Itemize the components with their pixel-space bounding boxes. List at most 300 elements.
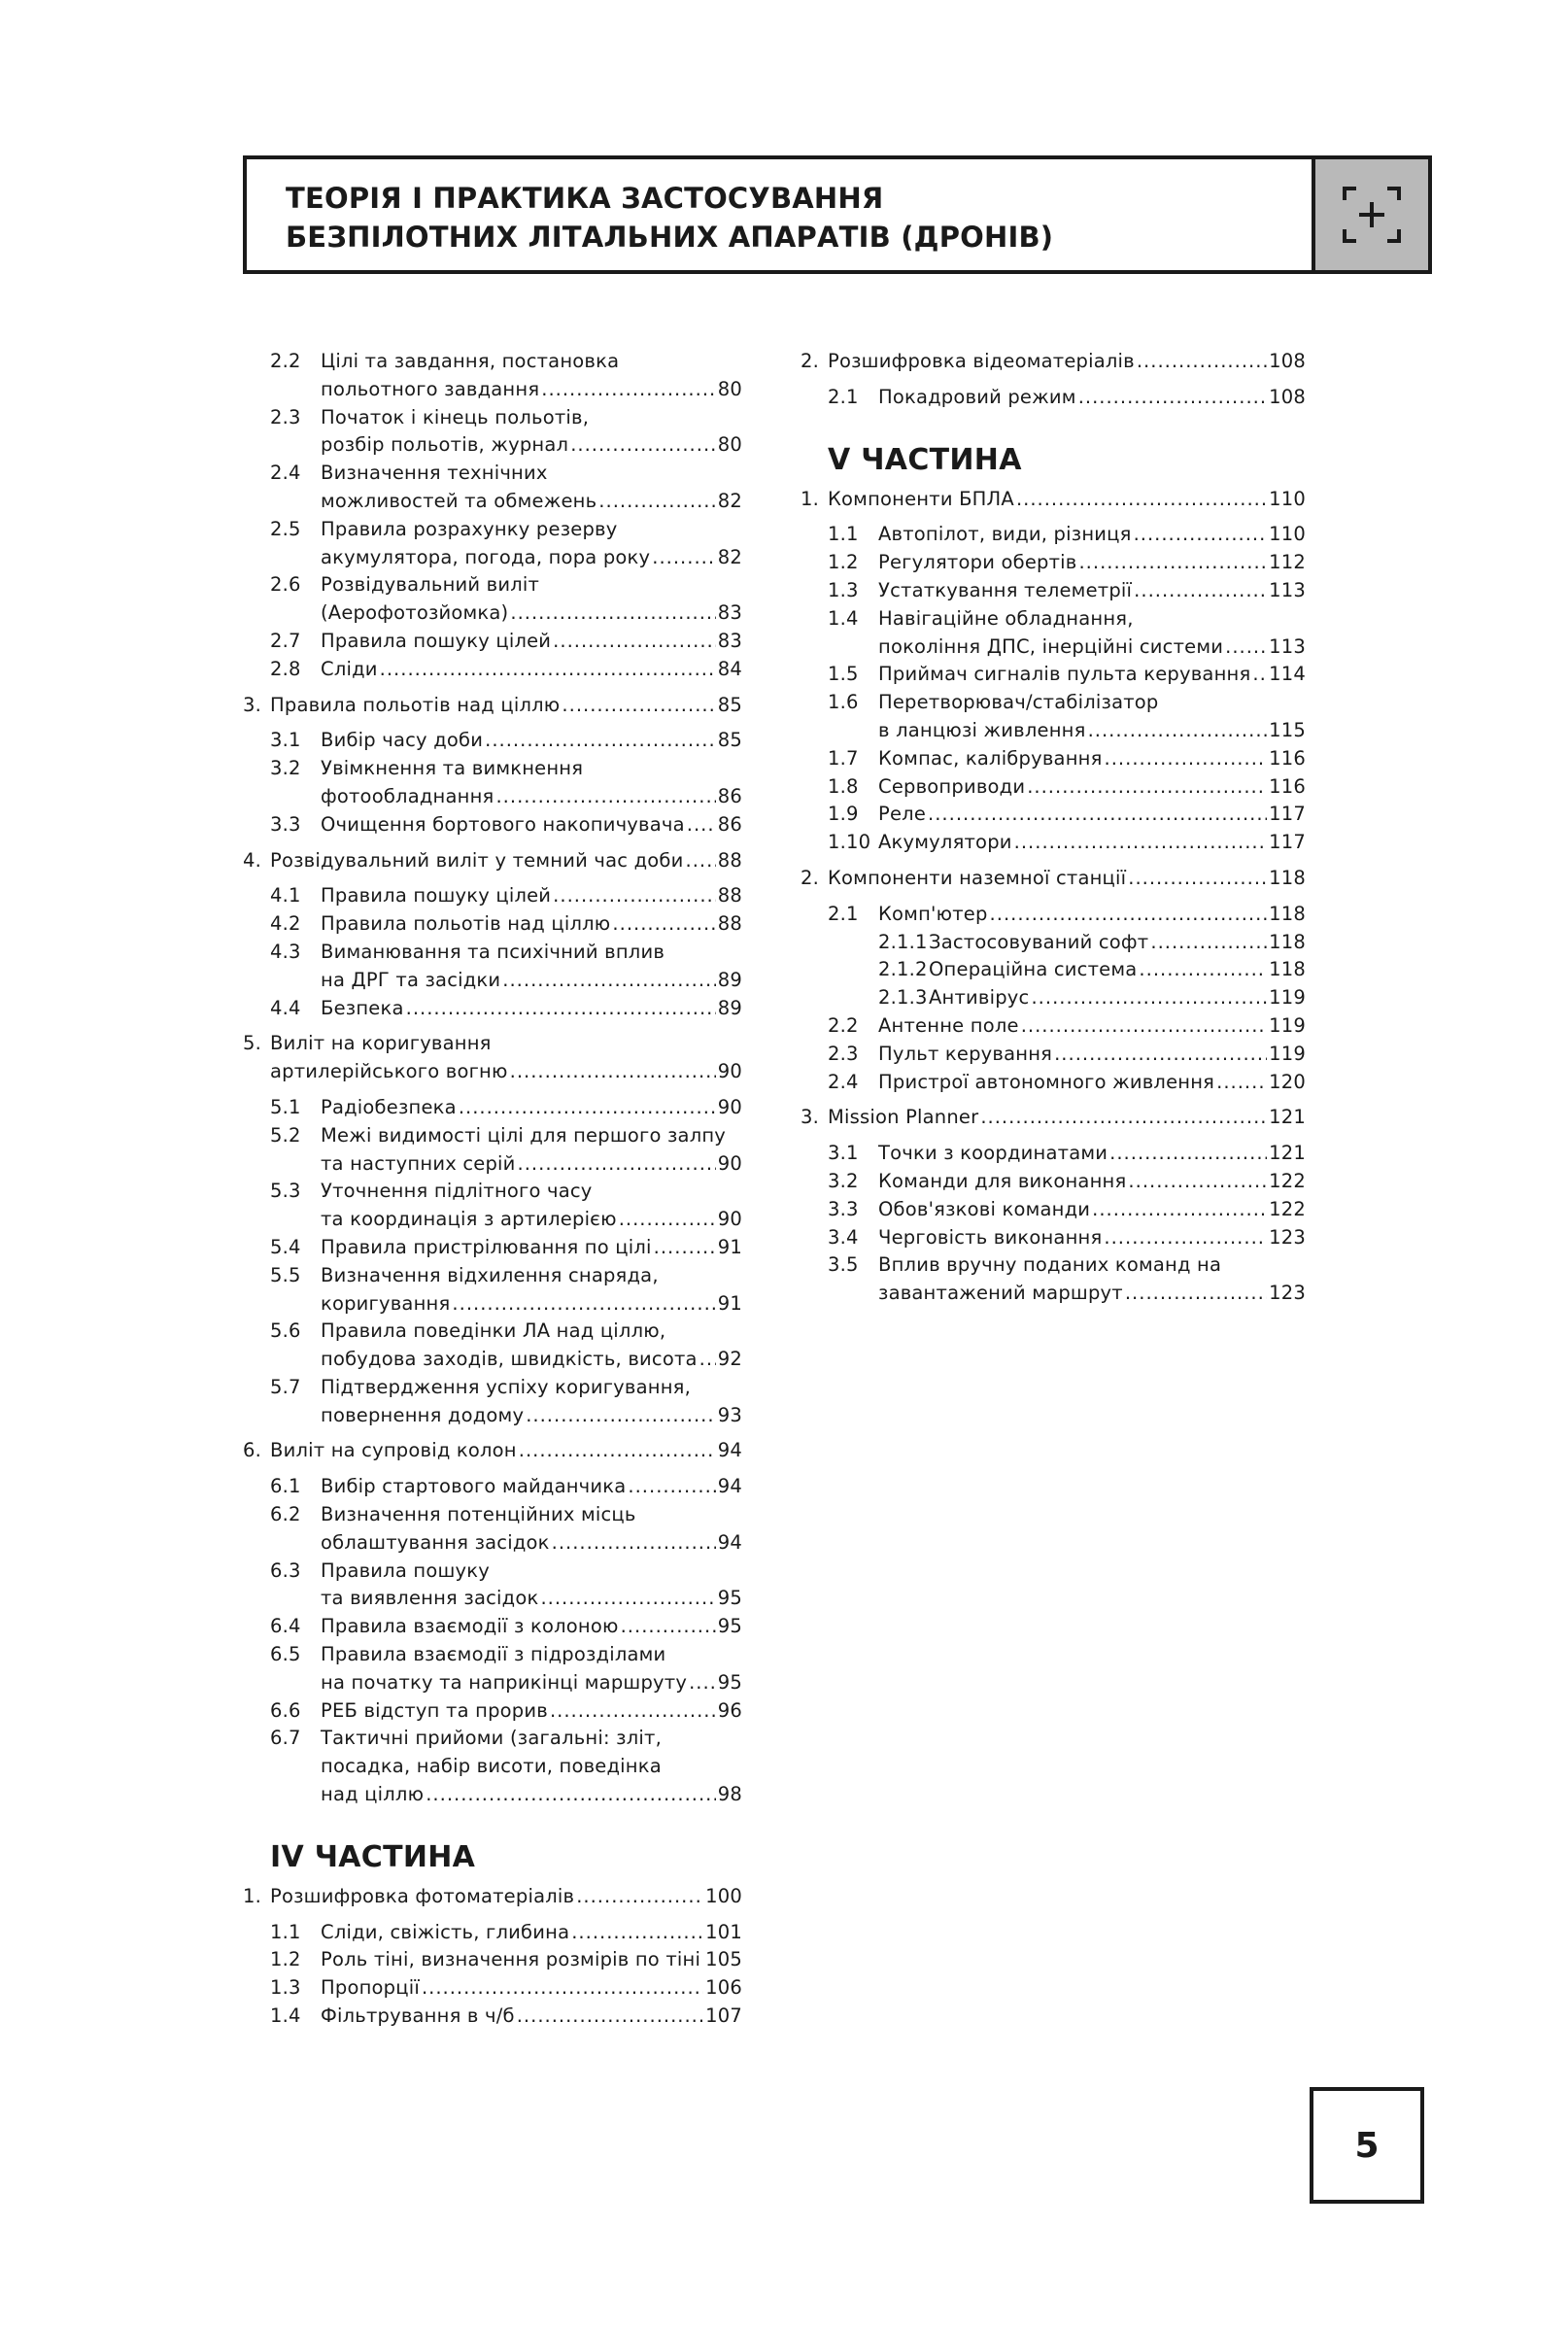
- toc-entry-line: [243, 1781, 742, 1809]
- toc-entry[interactable]: [243, 1473, 742, 1501]
- toc-entry-number: 2.2: [270, 350, 301, 372]
- spacer: [243, 1911, 742, 1919]
- dot-leader: [1109, 1140, 1267, 1168]
- toc-entry-number: 6.2: [270, 1503, 301, 1526]
- toc-entry[interactable]: [243, 656, 742, 684]
- dot-leader: [1150, 929, 1267, 957]
- toc-entry-line: [801, 865, 1306, 893]
- toc-entry-title: (Аерофотозйомка): [321, 601, 509, 625]
- toc-entry[interactable]: [243, 1613, 742, 1641]
- toc-entry[interactable]: [801, 661, 1306, 689]
- toc-entry-line: [243, 1883, 742, 1911]
- toc-entry[interactable]: [801, 745, 1306, 773]
- toc-entry-body: [878, 745, 1306, 773]
- dot-leader: [621, 1613, 716, 1641]
- toc-entry[interactable]: [243, 755, 742, 811]
- toc-entry[interactable]: [243, 1178, 742, 1234]
- toc-entry-line: [243, 811, 742, 839]
- toc-entry-body: [321, 571, 742, 599]
- toc-entry-body: [878, 1168, 1306, 1196]
- toc-entry-body: [878, 801, 1306, 829]
- toc-entry-line: [801, 717, 1306, 745]
- toc-entry-body: [321, 431, 742, 460]
- toc-entry-title: Розвідувальний виліт у темний час доби: [270, 848, 684, 872]
- toc-entry-page: 119: [1269, 1013, 1306, 1037]
- dot-leader: [628, 1473, 715, 1501]
- toc-entry-page: 96: [717, 1698, 742, 1722]
- toc-entry[interactable]: [801, 605, 1306, 662]
- toc-entry-line: [801, 549, 1306, 577]
- toc-entry-line: [801, 773, 1306, 802]
- toc-entry[interactable]: [243, 811, 742, 839]
- toc-entry-page: 121: [1269, 1142, 1306, 1165]
- toc-entry[interactable]: [801, 929, 1306, 957]
- toc-entry-line: [801, 348, 1306, 376]
- toc-entry[interactable]: [243, 1030, 742, 1086]
- toc-entry-number: 1.8: [828, 774, 859, 798]
- book-title: [286, 179, 1053, 257]
- toc-entry-title: Визначення відхилення снаряда,: [321, 1263, 659, 1286]
- dot-leader: [687, 811, 716, 839]
- toc-entry-page: 107: [705, 2004, 742, 2028]
- toc-entry[interactable]: [801, 1069, 1306, 1097]
- toc-entry-page: 95: [717, 1587, 742, 1610]
- toc-entry-title: Правила взаємодії з підрозділами: [321, 1643, 666, 1666]
- dot-leader: [1105, 745, 1268, 773]
- toc-entry[interactable]: [243, 1919, 742, 1947]
- toc-entry-title: Реле: [878, 803, 927, 826]
- toc-entry-line: [243, 847, 742, 875]
- toc-entry-body: [321, 1402, 742, 1430]
- toc-entry-number: 6.3: [270, 1558, 301, 1582]
- toc-entry-title: артилерійського вогню: [270, 1060, 508, 1083]
- dot-leader: [1092, 1196, 1267, 1224]
- toc-entry-line: [243, 1402, 742, 1430]
- toc-entry-body: [321, 1346, 742, 1374]
- toc-entry[interactable]: [801, 577, 1306, 605]
- toc-entry-number: 5.4: [270, 1235, 301, 1258]
- toc-entry-line: [243, 544, 742, 572]
- toc-entry-body: [878, 634, 1306, 662]
- toc-entry[interactable]: [801, 773, 1306, 802]
- toc-entry-line: [243, 431, 742, 460]
- spacer: [243, 874, 742, 882]
- toc-entry-body: [828, 865, 1306, 893]
- toc-entry-title: Пристрої автономного живлення: [878, 1070, 1215, 1093]
- toc-entry-line: [243, 571, 742, 599]
- toc-entry-number: 1.: [243, 1884, 262, 1907]
- toc-entry[interactable]: [801, 1041, 1306, 1069]
- toc-entry-number: 2.4: [270, 462, 301, 485]
- toc-entry[interactable]: [243, 1974, 742, 2003]
- toc-entry-number: 2.1.3: [878, 986, 928, 1010]
- toc-entry-title: Точки з координатами: [878, 1142, 1108, 1165]
- dot-leader: [406, 995, 716, 1023]
- dot-leader: [485, 727, 716, 755]
- toc-entry-number: 1.9: [828, 803, 859, 826]
- toc-entry-body: [321, 376, 742, 404]
- toc-entry-body: [878, 1251, 1306, 1280]
- dot-leader: [1137, 348, 1267, 376]
- dot-leader: [517, 2003, 703, 2031]
- toc-entry-number: 4.: [243, 848, 262, 872]
- toc-entry-line: [801, 929, 1306, 957]
- toc-entry[interactable]: [243, 628, 742, 656]
- toc-entry-title: побудова заходів, швидкість, висота: [321, 1348, 698, 1371]
- toc-entry-line: [801, 1168, 1306, 1196]
- toc-entry-body: [321, 516, 742, 544]
- spacer: [801, 513, 1306, 521]
- toc-entry-line: [243, 1346, 742, 1374]
- toc-entry[interactable]: [801, 801, 1306, 829]
- toc-entry[interactable]: [243, 1437, 742, 1465]
- toc-entry-number: 6.5: [270, 1643, 301, 1666]
- dot-leader: [702, 1946, 703, 1974]
- toc-entry-body: [321, 1725, 742, 1753]
- toc-entry[interactable]: [243, 939, 742, 995]
- dot-leader: [518, 1150, 716, 1179]
- spacer: [243, 1429, 742, 1437]
- toc-entry-number: 2.3: [270, 405, 301, 428]
- toc-entry-body: [321, 910, 742, 939]
- toc-entry-body: [321, 1374, 742, 1402]
- toc-entry-title: Радіобезпека: [321, 1095, 457, 1118]
- toc-entry[interactable]: [801, 1196, 1306, 1224]
- dot-leader: [550, 1697, 716, 1726]
- toc-entry[interactable]: [801, 1224, 1306, 1252]
- toc-entry-body: [929, 956, 1306, 984]
- toc-entry-line: [243, 1122, 742, 1150]
- toc-entry-line: [243, 404, 742, 432]
- toc-entry-body: [878, 605, 1306, 634]
- dot-leader: [452, 1290, 715, 1319]
- toc-entry-body: [321, 1178, 742, 1206]
- toc-entry-page: 114: [1269, 663, 1306, 686]
- toc-entry[interactable]: [243, 1725, 742, 1808]
- toc-entry-page: 121: [1269, 1106, 1306, 1129]
- toc-entry-page: 86: [717, 812, 742, 836]
- toc-entry[interactable]: [243, 1234, 742, 1262]
- toc-entry[interactable]: [243, 1697, 742, 1726]
- toc-entry[interactable]: [801, 1104, 1306, 1132]
- dot-leader: [1088, 717, 1268, 745]
- toc-entry-line: [801, 801, 1306, 829]
- spacer: [243, 1809, 742, 1838]
- toc-entry-page: 118: [1269, 930, 1306, 953]
- toc-entry[interactable]: [243, 1558, 742, 1614]
- toc-entry-page: 98: [717, 1783, 742, 1806]
- dot-leader: [1139, 956, 1267, 984]
- toc-entry-page: 100: [705, 1884, 742, 1907]
- toc-entry-number: 3.2: [828, 1169, 859, 1192]
- toc-entry-number: 2.4: [828, 1070, 859, 1093]
- toc-entry-line: [243, 1529, 742, 1558]
- spacer: [243, 839, 742, 847]
- toc-entry-number: 2.2: [828, 1013, 859, 1037]
- dot-leader: [540, 1585, 715, 1613]
- toc-entry-line: [243, 1206, 742, 1234]
- toc-entry-number: 4.2: [270, 912, 301, 936]
- toc-entry-title: Визначення технічних: [321, 462, 548, 485]
- toc-entry-number: 6.4: [270, 1615, 301, 1638]
- toc-entry[interactable]: [243, 1501, 742, 1558]
- toc-entry[interactable]: [243, 1318, 742, 1374]
- toc-entry[interactable]: [243, 1122, 742, 1179]
- toc-entry-page: 94: [717, 1530, 742, 1554]
- toc-entry-page: 91: [717, 1291, 742, 1315]
- toc-entry-body: [321, 544, 742, 572]
- dot-leader: [422, 1974, 703, 2003]
- toc-entry-body: [828, 486, 1306, 514]
- dot-leader: [570, 431, 716, 460]
- toc-entry-title: Вибір стартового майданчика: [321, 1475, 627, 1498]
- toc-entry[interactable]: [243, 910, 742, 939]
- toc-entry-body: [270, 847, 742, 875]
- toc-entry-number: 1.1: [828, 523, 859, 546]
- toc-entry-title: Вибір часу доби: [321, 729, 484, 752]
- toc-entry-number: 2.1: [828, 902, 859, 925]
- spacer: [801, 857, 1306, 865]
- dot-leader: [1027, 773, 1267, 802]
- toc-entry-number: 5.7: [270, 1375, 301, 1398]
- dot-leader: [1104, 1224, 1267, 1252]
- toc-entry-body: [270, 692, 742, 720]
- toc-entry-title: РЕБ відступ та прорив: [321, 1698, 548, 1722]
- toc-entry[interactable]: [801, 1140, 1306, 1168]
- toc-entry[interactable]: [243, 692, 742, 720]
- toc-entry[interactable]: [801, 384, 1306, 412]
- toc-entry-title: Застосовуваний софт: [929, 930, 1149, 953]
- toc-entry[interactable]: [801, 549, 1306, 577]
- toc-entry-page: 82: [717, 545, 742, 568]
- toc-entry-body: [321, 1974, 742, 2003]
- toc-entry[interactable]: [801, 348, 1306, 376]
- toc-entry-title: на ДРГ та засідки: [321, 968, 501, 991]
- toc-entry-number: 1.2: [270, 1948, 301, 1971]
- toc-entry-title: Сліди: [321, 657, 378, 680]
- toc-entry-title: в ланцюзі живлення: [878, 718, 1086, 741]
- toc-entry-body: [321, 811, 742, 839]
- spacer: [243, 1022, 742, 1030]
- toc-entry-title: Очищення бортового накопичувача: [321, 812, 685, 836]
- toc-entry-number: 3.: [243, 693, 262, 716]
- toc-entry-body: [321, 939, 742, 967]
- toc-entry-title: покоління ДПС, інерційні системи: [878, 634, 1224, 658]
- dot-leader: [510, 1058, 716, 1086]
- toc-entry-page: 88: [717, 848, 742, 872]
- dot-leader: [1014, 829, 1268, 857]
- toc-entry-body: [321, 1290, 742, 1319]
- toc-entry-number: 3.1: [828, 1142, 859, 1165]
- toc-entry-line: [243, 516, 742, 544]
- dot-leader: [502, 967, 716, 995]
- toc-entry-number: 6.6: [270, 1698, 301, 1722]
- toc-entry[interactable]: [243, 2003, 742, 2031]
- dot-leader: [562, 692, 715, 720]
- toc-entry-number: 2.: [801, 866, 820, 889]
- toc-entry-line: [243, 995, 742, 1023]
- toc-entry-body: [321, 460, 742, 488]
- toc-entry-title: розбір польотів, журнал: [321, 433, 569, 457]
- toc-entry-body: [321, 1473, 742, 1501]
- toc-entry-number: 1.10: [828, 831, 871, 854]
- toc-entry[interactable]: [801, 1012, 1306, 1041]
- toc-entry-line: [243, 1613, 742, 1641]
- toc-entry-page: 82: [717, 489, 742, 512]
- toc-entry-body: [321, 1558, 742, 1586]
- toc-entry-number: 2.8: [270, 657, 301, 680]
- toc-entry-page: 117: [1269, 803, 1306, 826]
- toc-entry-line: [801, 1224, 1306, 1252]
- toc-entry-page: 119: [1269, 986, 1306, 1010]
- toc-entry-page: 95: [717, 1670, 742, 1694]
- toc-entry-body: [321, 1234, 742, 1262]
- toc-entry-title: Розшифровка відеоматеріалів: [828, 350, 1135, 372]
- toc-entry[interactable]: [243, 995, 742, 1023]
- dot-leader: [619, 1206, 716, 1234]
- toc-entry-body: [270, 1030, 742, 1058]
- toc-entry[interactable]: [243, 571, 742, 628]
- toc-entry-page: 84: [717, 657, 742, 680]
- toc-entry-line: [801, 1280, 1306, 1308]
- toc-entry-line: [243, 1501, 742, 1529]
- toc-entry-line: [243, 692, 742, 720]
- toc-entry-page: 110: [1269, 487, 1306, 510]
- toc-entry-title: Правила пошуку цілей: [321, 884, 552, 908]
- toc-entry[interactable]: [243, 1883, 742, 1911]
- toc-entry-line: [243, 348, 742, 376]
- toc-entry-page: 122: [1269, 1197, 1306, 1220]
- toc-entry-body: [321, 1919, 742, 1947]
- toc-entry-body: [878, 384, 1306, 412]
- toc-entry-body: [878, 717, 1306, 745]
- toc-entry[interactable]: [801, 1168, 1306, 1196]
- toc-entry-line: [243, 1234, 742, 1262]
- toc-entry-title: повернення додому: [321, 1403, 525, 1426]
- toc-entry-number: 1.3: [828, 578, 859, 601]
- dot-leader: [541, 376, 716, 404]
- toc-entry-number: 1.5: [828, 663, 859, 686]
- toc-entry[interactable]: [801, 956, 1306, 984]
- toc-entry-number: 1.4: [270, 2004, 301, 2028]
- toc-entry-body: [878, 901, 1306, 929]
- toc-entry-body: [878, 773, 1306, 802]
- toc-entry-line: [801, 1069, 1306, 1097]
- toc-entry[interactable]: [801, 521, 1306, 549]
- toc-entry-line: [243, 1030, 742, 1058]
- toc-entry-title: Приймач сигналів пульта керування: [878, 663, 1251, 686]
- toc-entry[interactable]: [243, 1262, 742, 1319]
- toc-entry-line: [243, 1946, 742, 1974]
- toc-entry[interactable]: [243, 404, 742, 461]
- toc-entry[interactable]: [801, 984, 1306, 1012]
- toc-entry-number: 1.2: [828, 551, 859, 574]
- spacer: [243, 719, 742, 727]
- toc-entry-title: Правила взаємодії з колоною: [321, 1615, 619, 1638]
- toc-entry[interactable]: [243, 460, 742, 516]
- toc-entry-line: [243, 1318, 742, 1346]
- toc-entry-line: [801, 486, 1306, 514]
- toc-entry-line: [243, 967, 742, 995]
- toc-entry-number: 1.6: [828, 691, 859, 714]
- dot-leader: [1134, 521, 1268, 549]
- toc-entry-line: [801, 1251, 1306, 1280]
- toc-entry-number: 3.1: [270, 729, 301, 752]
- toc-entry-line: [243, 1585, 742, 1613]
- dot-leader: [1078, 384, 1267, 412]
- toc-entry-title: Команди для виконання: [878, 1169, 1127, 1192]
- toc-entry-page: 94: [717, 1475, 742, 1498]
- toc-entry[interactable]: [243, 1946, 742, 1974]
- toc-entry[interactable]: [801, 901, 1306, 929]
- toc-entry-number: 6.7: [270, 1727, 301, 1750]
- toc-entry[interactable]: [801, 486, 1306, 514]
- toc-entry-line: [243, 1697, 742, 1726]
- dot-leader: [598, 488, 715, 516]
- toc-entry-title: фотообладнання: [321, 784, 494, 807]
- header-banner: [243, 155, 1424, 274]
- dot-leader: [553, 882, 716, 910]
- toc-entry-page: 94: [717, 1439, 742, 1462]
- toc-entry[interactable]: [801, 1251, 1306, 1308]
- toc-entry[interactable]: [243, 847, 742, 875]
- toc-entry-number: 1.7: [828, 746, 859, 770]
- toc-entry-page: 106: [705, 1976, 742, 2000]
- toc-entry[interactable]: [243, 727, 742, 755]
- toc-entry-line: [243, 939, 742, 967]
- toc-entry-page: 117: [1269, 831, 1306, 854]
- toc-entry[interactable]: [801, 829, 1306, 857]
- dot-leader: [495, 783, 715, 811]
- toc-entry[interactable]: [243, 516, 742, 572]
- toc-entry-number: 2.3: [828, 1042, 859, 1065]
- dot-leader: [553, 628, 716, 656]
- page-number: 5: [1310, 2087, 1424, 2204]
- toc-entry-number: 2.1: [828, 385, 859, 408]
- dot-leader: [1134, 577, 1267, 605]
- toc-entry-line: [243, 1974, 742, 2003]
- toc-entry-title: Визначення потенційних місць: [321, 1503, 636, 1526]
- toc-entry-title: Пропорції: [321, 1976, 420, 2000]
- book-title-line-2: БЕЗПІЛОТНИХ ЛІТАЛЬНИХ АПАРАТІВ (ДРОНІВ): [286, 221, 1054, 254]
- toc-entry-body: [321, 755, 742, 783]
- toc-entry-number: 2.1.2: [878, 958, 928, 981]
- toc-entry-body: [929, 929, 1306, 957]
- toc-entry-body: [270, 1883, 742, 1911]
- toc-entry-title: Сліди, свіжість, глибина: [321, 1920, 570, 1943]
- toc-entry[interactable]: [243, 1641, 742, 1697]
- toc-entry-title: коригування: [321, 1291, 451, 1315]
- toc-entry-line: [801, 384, 1306, 412]
- toc-entry-line: [801, 745, 1306, 773]
- toc-entry-body: [321, 628, 742, 656]
- toc-entry[interactable]: [801, 865, 1306, 893]
- toc-entry-body: [321, 404, 742, 432]
- toc-entry-body: [878, 1069, 1306, 1097]
- toc-entry-title: Правила пошуку: [321, 1558, 490, 1582]
- toc-entry[interactable]: [243, 1094, 742, 1122]
- toc-entry-line: [243, 1437, 742, 1465]
- toc-entry[interactable]: [243, 1374, 742, 1430]
- toc-entry[interactable]: [801, 689, 1306, 745]
- toc-entry-body: [321, 348, 742, 376]
- toc-entry-number: 4.1: [270, 884, 301, 908]
- toc-entry-line: [243, 2003, 742, 2031]
- toc-entry-page: 85: [717, 729, 742, 752]
- toc-entry[interactable]: [243, 348, 742, 404]
- toc-entry[interactable]: [243, 882, 742, 910]
- toc-entry-body: [321, 1641, 742, 1669]
